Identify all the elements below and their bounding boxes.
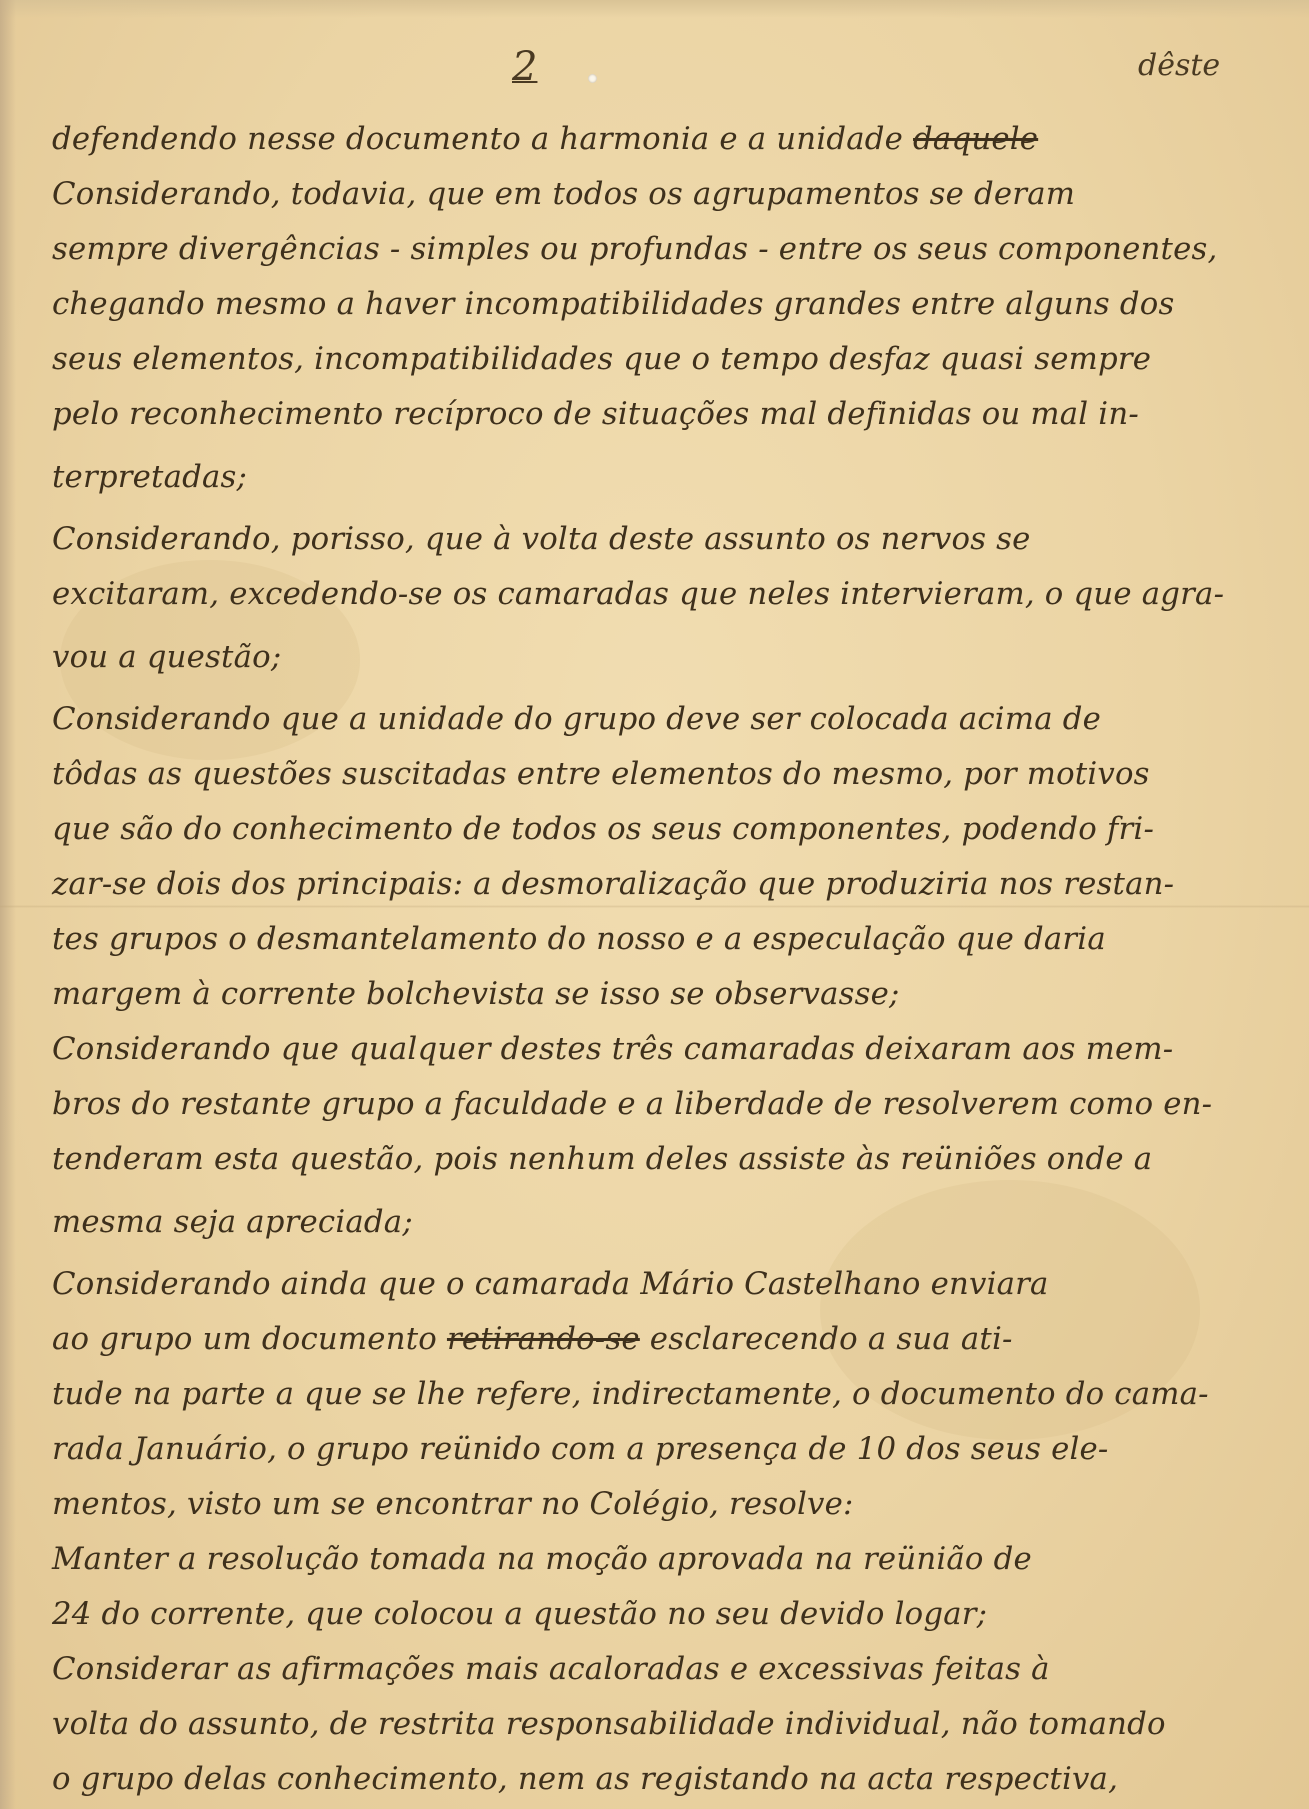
line-text: 24 do corrente, que colocou a questão no seu devido logar;: [52, 1596, 988, 1632]
line-text: Considerar as afirmações mais acaloradas e excessivas feitas à: [52, 1651, 1050, 1687]
text-line: [52, 167, 1262, 222]
text-line: [52, 1532, 1262, 1587]
line-text: vou a questão;: [52, 639, 282, 675]
corner-note: dêste: [1138, 48, 1221, 83]
text-line: [52, 857, 1262, 912]
text-line: [52, 1422, 1262, 1477]
text-line: [52, 692, 1262, 747]
line-text: rada Januário, o grupo reünido com a presença de 10 dos seus ele-: [52, 1431, 1109, 1467]
line-text: Considerando, todavia, que em todos os agrupamentos se deram: [52, 176, 1076, 212]
line-text: mesma seja apreciada;: [52, 1204, 413, 1240]
text-line: [52, 1642, 1262, 1697]
text-line: [52, 747, 1262, 802]
line-text: tes grupos o desmantelamento do nosso e a especulação que daria: [52, 921, 1106, 957]
line-text: defendendo nesse documento a harmonia e a unidade: [52, 121, 914, 157]
line-text: tude na parte a que se lhe refere, indirectamente, o documento do cama-: [52, 1376, 1209, 1412]
text-line: [52, 1477, 1262, 1532]
text-line: [52, 112, 1262, 167]
line-text: bros do restante grupo a faculdade e a liberdade de resolverem como en-: [52, 1086, 1213, 1122]
line-text: Considerando ainda que o camarada Mário Castelhano enviara: [52, 1266, 1049, 1302]
line-text: zar-se dois dos principais: a desmoralização que produziria nos restan-: [52, 866, 1175, 902]
line-text: sempre divergências - simples ou profundas - entre os seus componentes,: [52, 231, 1218, 267]
text-line: [52, 512, 1262, 567]
line-text: Considerando que qualquer destes três camaradas deixaram aos mem-: [52, 1031, 1174, 1067]
line-text: volta do assunto, de restrita responsabilidade individual, não tomando: [52, 1706, 1166, 1742]
line-text: mentos, visto um se encontrar no Colégio, resolve:: [52, 1486, 854, 1522]
line-text: seus elementos, incompatibilidades que o tempo desfaz quasi sempre: [52, 341, 1152, 377]
line-text: excitaram, excedendo-se os camaradas que neles intervieram, o que agra-: [52, 576, 1225, 612]
text-line: [52, 967, 1262, 1022]
page-number: 2: [512, 44, 538, 90]
struck-word: retirando-se: [446, 1321, 640, 1357]
text-line: [52, 622, 1262, 692]
text-line: [52, 1752, 1262, 1807]
text-line: [52, 1077, 1262, 1132]
text-line: [52, 277, 1262, 332]
text-line: [52, 1697, 1262, 1752]
text-line: [52, 1312, 1262, 1367]
text-line: [52, 442, 1262, 512]
line-text: que são do conhecimento de todos os seus componentes, podendo fri-: [52, 811, 1155, 847]
line-text-continued: esclarecendo a sua ati-: [639, 1321, 1013, 1357]
struck-word: daquele: [913, 121, 1039, 157]
line-text: margem à corrente bolchevista se isso se observasse;: [52, 976, 900, 1012]
text-line: [52, 912, 1262, 967]
line-text: ao grupo um documento: [52, 1321, 447, 1357]
text-line: [52, 802, 1262, 857]
text-line: [52, 567, 1262, 622]
line-text: pelo reconhecimento recíproco de situações mal definidas ou mal in-: [52, 396, 1139, 432]
text-line: [52, 1187, 1262, 1257]
line-text: chegando mesmo a haver incompatibilidades grandes entre alguns dos: [52, 286, 1175, 322]
text-line: [52, 1367, 1262, 1422]
text-line: [52, 332, 1262, 387]
line-text: o grupo delas conhecimento, nem as registando na acta respectiva,: [52, 1761, 1119, 1797]
text-line: [52, 387, 1262, 442]
text-line: [52, 1587, 1262, 1642]
handwritten-body: [52, 112, 1272, 1807]
line-text: terpretadas;: [52, 459, 248, 495]
line-text: Considerando, porisso, que à volta deste assunto os nervos se: [52, 521, 1031, 557]
text-line: [52, 1257, 1262, 1312]
line-text: Manter a resolução tomada na moção aprovada na reünião de: [52, 1541, 1032, 1577]
line-text: tenderam esta questão, pois nenhum deles assiste às reüniões onde a: [52, 1141, 1153, 1177]
line-text: Considerando que a unidade do grupo deve ser colocada acima de: [52, 701, 1101, 737]
text-line: [52, 222, 1262, 277]
text-line: [52, 1022, 1262, 1077]
text-line: [52, 1132, 1262, 1187]
punch-hole: [588, 74, 597, 83]
line-text: tôdas as questões suscitadas entre elementos do mesmo, por motivos: [52, 756, 1150, 792]
paper-edge-top: [0, 0, 1309, 18]
